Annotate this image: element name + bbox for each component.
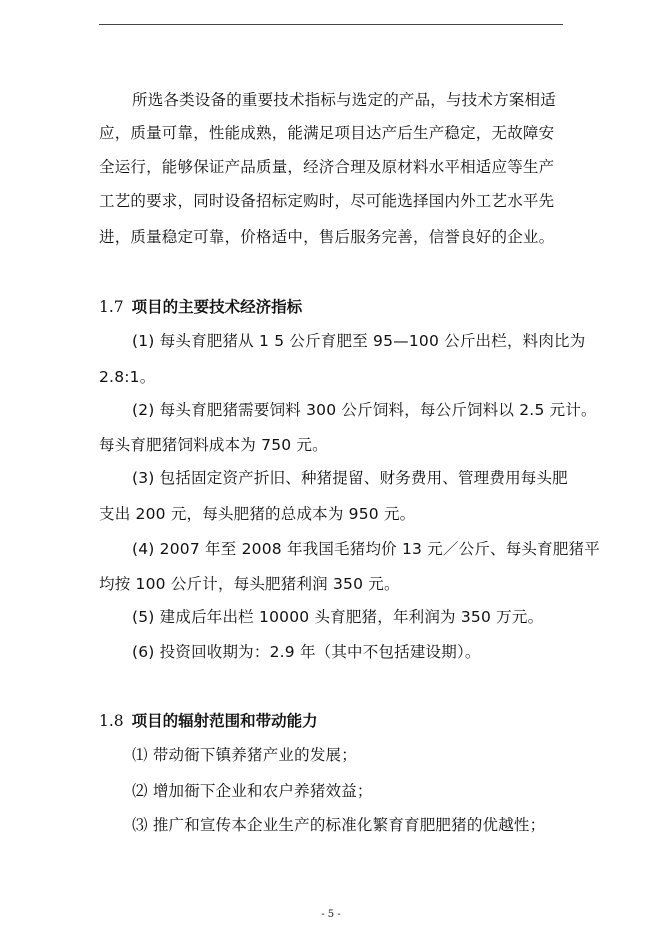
intro-line-1: 所选各类设备的重要技术指标与选定的产品，与技术方案相适 [132,91,556,109]
section-1-7-number: 1.7 [99,298,124,316]
impact-item-1: ⑴ 带动衙下镇养猪产业的发展； [132,746,357,764]
indicator-6-line: (6) 投资回收期为：2.9 年（其中不包括建设期）。 [132,643,481,661]
section-1-8-number: 1.8 [99,712,124,730]
indicator-1-line-1: (1) 每头育肥猪从 1 5 公斤育肥至 95—100 公斤出栏，料肉比为 [132,332,586,350]
intro-line-4: 工艺的要求，同时设备招标定购时，尽可能选择国内外工艺水平先 [99,192,555,210]
indicator-3-line-2: 支出 200 元，每头肥猪的总成本为 950 元。 [99,505,416,523]
impact-item-3: ⑶ 推广和宣传本企业生产的标准化繁育育肥肥猪的优越性； [132,816,546,834]
indicator-5-line: (5) 建成后年出栏 10000 头育肥猪，年利润为 350 万元。 [132,608,544,626]
indicator-2-line-2: 每头育肥猪饲料成本为 750 元。 [99,436,328,454]
indicator-3-line-1: (3) 包括固定资产折旧、种猪提留、财务费用、管理费用每头肥 [132,469,568,487]
impact-item-2: ⑵ 增加衙下企业和农户养猪效益； [132,782,373,800]
indicator-2-line-1: (2) 每头育肥猪需要饲料 300 公斤饲料，每公斤饲料以 2.5 元计。 [132,401,597,419]
indicator-4-line-1: (4) 2007 年至 2008 年我国毛猪均价 13 元／公斤、每头育肥猪平 [132,540,600,558]
page-number: - 5 - [321,909,341,920]
intro-line-5: 进，质量稳定可靠，价格适中，售后服务完善，信誉良好的企业。 [99,228,555,246]
indicator-1-line-2: 2.8:1。 [99,368,156,386]
section-1-8-title: 项目的辐射范围和带动能力 [131,712,318,730]
indicator-4-line-2: 均按 100 公斤计，每头肥猪利润 350 元。 [99,575,400,593]
header-rule [99,24,563,25]
intro-line-3: 全运行，能够保证产品质量，经济合理及原材料水平相适应等生产 [99,158,555,176]
section-1-8-heading [99,710,569,732]
section-1-7-heading [99,296,569,318]
section-1-7-title: 项目的主要技术经济指标 [131,298,303,316]
intro-line-2: 应，质量可靠，性能成熟，能满足项目达产后生产稳定，无故障安 [99,124,555,142]
